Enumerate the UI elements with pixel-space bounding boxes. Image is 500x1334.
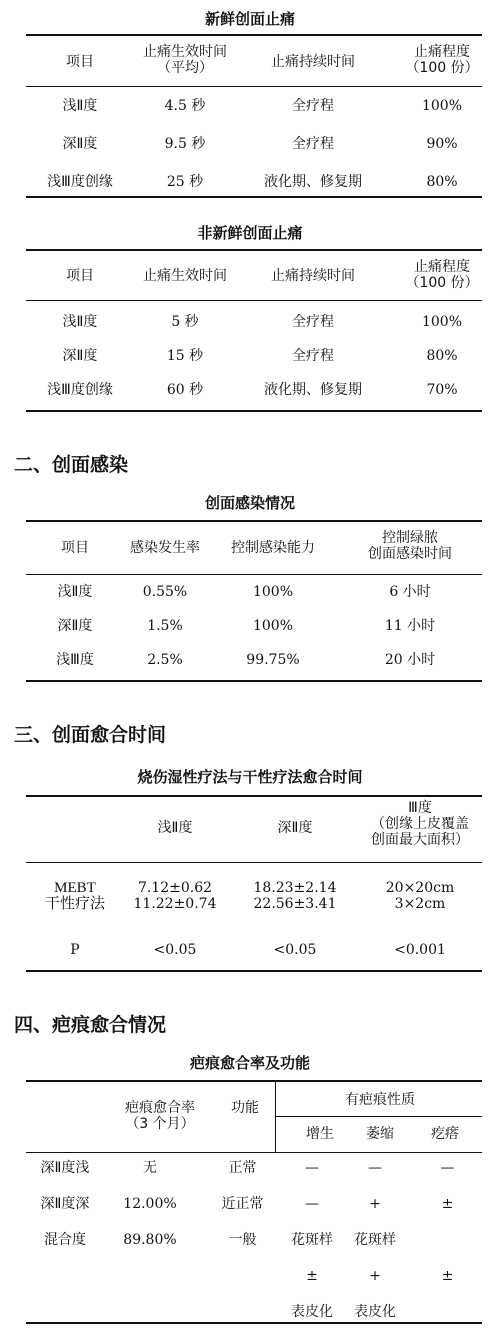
- table5-sub-hyperplasia: 增生: [306, 1126, 334, 1142]
- table1-row2-cell1: 深Ⅱ度: [62, 136, 98, 152]
- table3-row2-cell3: 100%: [252, 618, 294, 634]
- table4-header-third: Ⅲ度 （创缘上皮覆盖 创面最大面积）: [371, 800, 469, 848]
- table4-row1-third: 20×20cm 3×2cm: [385, 880, 455, 912]
- table4-row2-shallow: <0.05: [153, 942, 197, 958]
- table4-bottom-rule: [26, 970, 482, 972]
- table5-sub-atrophy: 萎缩: [366, 1126, 394, 1142]
- table5-header-function: 功能: [231, 1100, 259, 1116]
- table3-top-rule: [26, 520, 482, 522]
- table5-row3-cell3: 一般: [228, 1232, 257, 1248]
- table4-top-rule: [26, 795, 482, 797]
- table3-header-control: 控制感染能力: [231, 540, 315, 556]
- table3-row3-cell2: 2.5%: [147, 652, 183, 668]
- table2-row3-cell4: 70%: [426, 382, 458, 398]
- table4-header-rule: [26, 862, 482, 863]
- table3-row2-cell1: 深Ⅱ度: [57, 618, 93, 634]
- table5-row4-cell4: ±: [306, 1268, 318, 1284]
- table5-row1-cell2: 无: [143, 1160, 157, 1176]
- table5-bottom-rule: [26, 1322, 482, 1324]
- table1-header-item: 项目: [66, 54, 94, 70]
- table2-row2-cell4: 80%: [426, 348, 458, 364]
- table5-row2-cell2: 12.00%: [123, 1196, 177, 1212]
- table1-row3-cell3: 液化期、修复期: [264, 174, 362, 190]
- table1-row1-cell1: 浅Ⅱ度: [62, 98, 98, 114]
- table1-top-rule: [26, 34, 482, 36]
- table5-row1-cell1: 深Ⅱ度浅: [40, 1160, 90, 1176]
- table5-row2-cell6: ±: [441, 1196, 454, 1212]
- table5-header-rule: [26, 1152, 482, 1153]
- table5-row1-cell3: 正常: [228, 1160, 257, 1176]
- table5-header-rate: 疤痕愈合率 （3 个月）: [125, 1100, 195, 1132]
- table3-row1-cell2: 0.55%: [142, 584, 188, 600]
- table5-row5-cell4: 表皮化: [291, 1304, 333, 1320]
- table1-row2-cell2: 9.5 秒: [164, 136, 206, 152]
- section-heading-scar: 四、疤痕愈合情况: [14, 1014, 167, 1036]
- table5-row4-cell6: ±: [441, 1268, 454, 1284]
- table3-row2-cell4: 11 小时: [384, 618, 436, 634]
- table4-row2-deep: <0.05: [273, 942, 317, 958]
- table1-title: 新鲜创面止痛: [204, 10, 295, 28]
- table1-row2-cell3: 全疗程: [292, 136, 334, 152]
- table2-top-rule: [26, 249, 482, 251]
- section-heading-infection: 二、创面感染: [14, 454, 129, 476]
- table5-header-divider: [275, 1082, 276, 1152]
- table3-header-time: 控制绿脓 创面感染时间: [368, 530, 452, 562]
- table3-header-rate: 感染发生率: [130, 540, 200, 556]
- table4-row1-shallow: 7.12±0.62 11.22±0.74: [133, 880, 217, 912]
- table1-row3-cell2: 25 秒: [166, 174, 204, 190]
- table3-bottom-rule: [26, 680, 482, 682]
- table3-header-item: 项目: [61, 540, 89, 556]
- table3-row1-cell4: 6 小时: [389, 584, 431, 600]
- table2-row2-cell1: 深Ⅱ度: [62, 348, 98, 364]
- table3-row3-cell3: 99.75%: [246, 652, 300, 668]
- table1-row3-cell1: 浅Ⅲ度创缘: [47, 174, 113, 190]
- table4-row1-deep: 18.23±2.14 22.56±3.41: [253, 880, 337, 912]
- table5-row5-cell5: 表皮化: [354, 1304, 396, 1320]
- table5-row1-cell6: —: [440, 1160, 455, 1176]
- table2-row1-cell3: 全疗程: [292, 314, 334, 330]
- table2-row3-cell1: 浅Ⅲ度创缘: [47, 382, 113, 398]
- table2-title: 非新鲜创面止痛: [197, 224, 303, 242]
- table4-header-shallow: 浅Ⅱ度: [157, 820, 193, 836]
- table2-row3-cell3: 液化期、修复期: [264, 382, 362, 398]
- table3-row3-cell4: 20 小时: [384, 652, 436, 668]
- table4-row2-third: <0.001: [394, 942, 446, 958]
- table3-header-rule: [26, 574, 482, 575]
- table3-row1-cell3: 100%: [252, 584, 294, 600]
- table3-row3-cell1: 浅Ⅲ度: [56, 652, 94, 668]
- table5-row2-cell4: —: [305, 1196, 319, 1212]
- table2-header-rule: [26, 300, 482, 301]
- table2-bottom-rule: [26, 410, 482, 412]
- table5-row3-cell1: 混合度: [44, 1232, 86, 1248]
- section-heading-healing-time: 三、创面愈合时间: [14, 724, 167, 746]
- table1-row3-cell4: 80%: [426, 174, 458, 190]
- table3-row2-cell2: 1.5%: [147, 618, 183, 634]
- table5-sub-keloid: 疙瘩: [431, 1126, 459, 1142]
- table2-row1-cell2: 5 秒: [171, 314, 199, 330]
- table5-row3-cell5: 花斑样: [354, 1232, 396, 1248]
- table1-row2-cell4: 90%: [426, 136, 458, 152]
- table1-header-duration: 止痛持续时间: [271, 54, 355, 70]
- table5-row1-cell5: —: [368, 1160, 382, 1176]
- table5-group-rule: [276, 1116, 482, 1117]
- table2-row1-cell1: 浅Ⅱ度: [62, 314, 98, 330]
- table4-title: 烧伤湿性疗法与干性疗法愈合时间: [137, 768, 363, 786]
- table5-row2-cell1: 深Ⅱ度深: [40, 1196, 90, 1212]
- table5-row3-cell4: 花斑样: [291, 1232, 333, 1248]
- table2-row2-cell2: 15 秒: [166, 348, 204, 364]
- table5-row3-cell2: 89.80%: [123, 1232, 177, 1248]
- table2-header-duration: 止痛持续时间: [271, 268, 355, 284]
- table5-row2-cell5: +: [369, 1196, 381, 1212]
- table1-row1-cell2: 4.5 秒: [164, 98, 206, 114]
- table5-row1-cell4: —: [305, 1160, 319, 1176]
- table1-header-onset: 止痛生效时间 （平均）: [143, 44, 227, 76]
- table2-header-onset: 止痛生效时间: [143, 268, 227, 284]
- table1-row1-cell3: 全疗程: [292, 98, 334, 114]
- table5-row4-cell5: +: [369, 1268, 381, 1284]
- table4-row1-label: MEBT 干性疗法: [44, 880, 105, 912]
- table5-title: 疤痕愈合率及功能: [189, 1054, 310, 1072]
- table2-row2-cell3: 全疗程: [292, 348, 334, 364]
- table5-header-group: 有疤痕性质: [345, 1092, 415, 1108]
- table4-row2-label: P: [70, 942, 80, 958]
- table2-row1-cell4: 100%: [421, 314, 463, 330]
- table3-row1-cell1: 浅Ⅱ度: [57, 584, 93, 600]
- table1-bottom-rule: [26, 196, 482, 198]
- table5-row2-cell3: 近正常: [221, 1196, 264, 1212]
- table5-top-rule: [26, 1080, 482, 1082]
- table1-row1-cell4: 100%: [421, 98, 463, 114]
- table3-title: 创面感染情况: [204, 494, 295, 512]
- table4-header-deep: 深Ⅱ度: [277, 820, 313, 836]
- table1-header-rule: [26, 86, 482, 87]
- table1-header-degree: 止痛程度 （100 份）: [405, 44, 479, 76]
- table2-header-degree: 止痛程度 （100 份）: [405, 259, 479, 291]
- table2-row3-cell2: 60 秒: [166, 382, 204, 398]
- table2-header-item: 项目: [66, 268, 94, 284]
